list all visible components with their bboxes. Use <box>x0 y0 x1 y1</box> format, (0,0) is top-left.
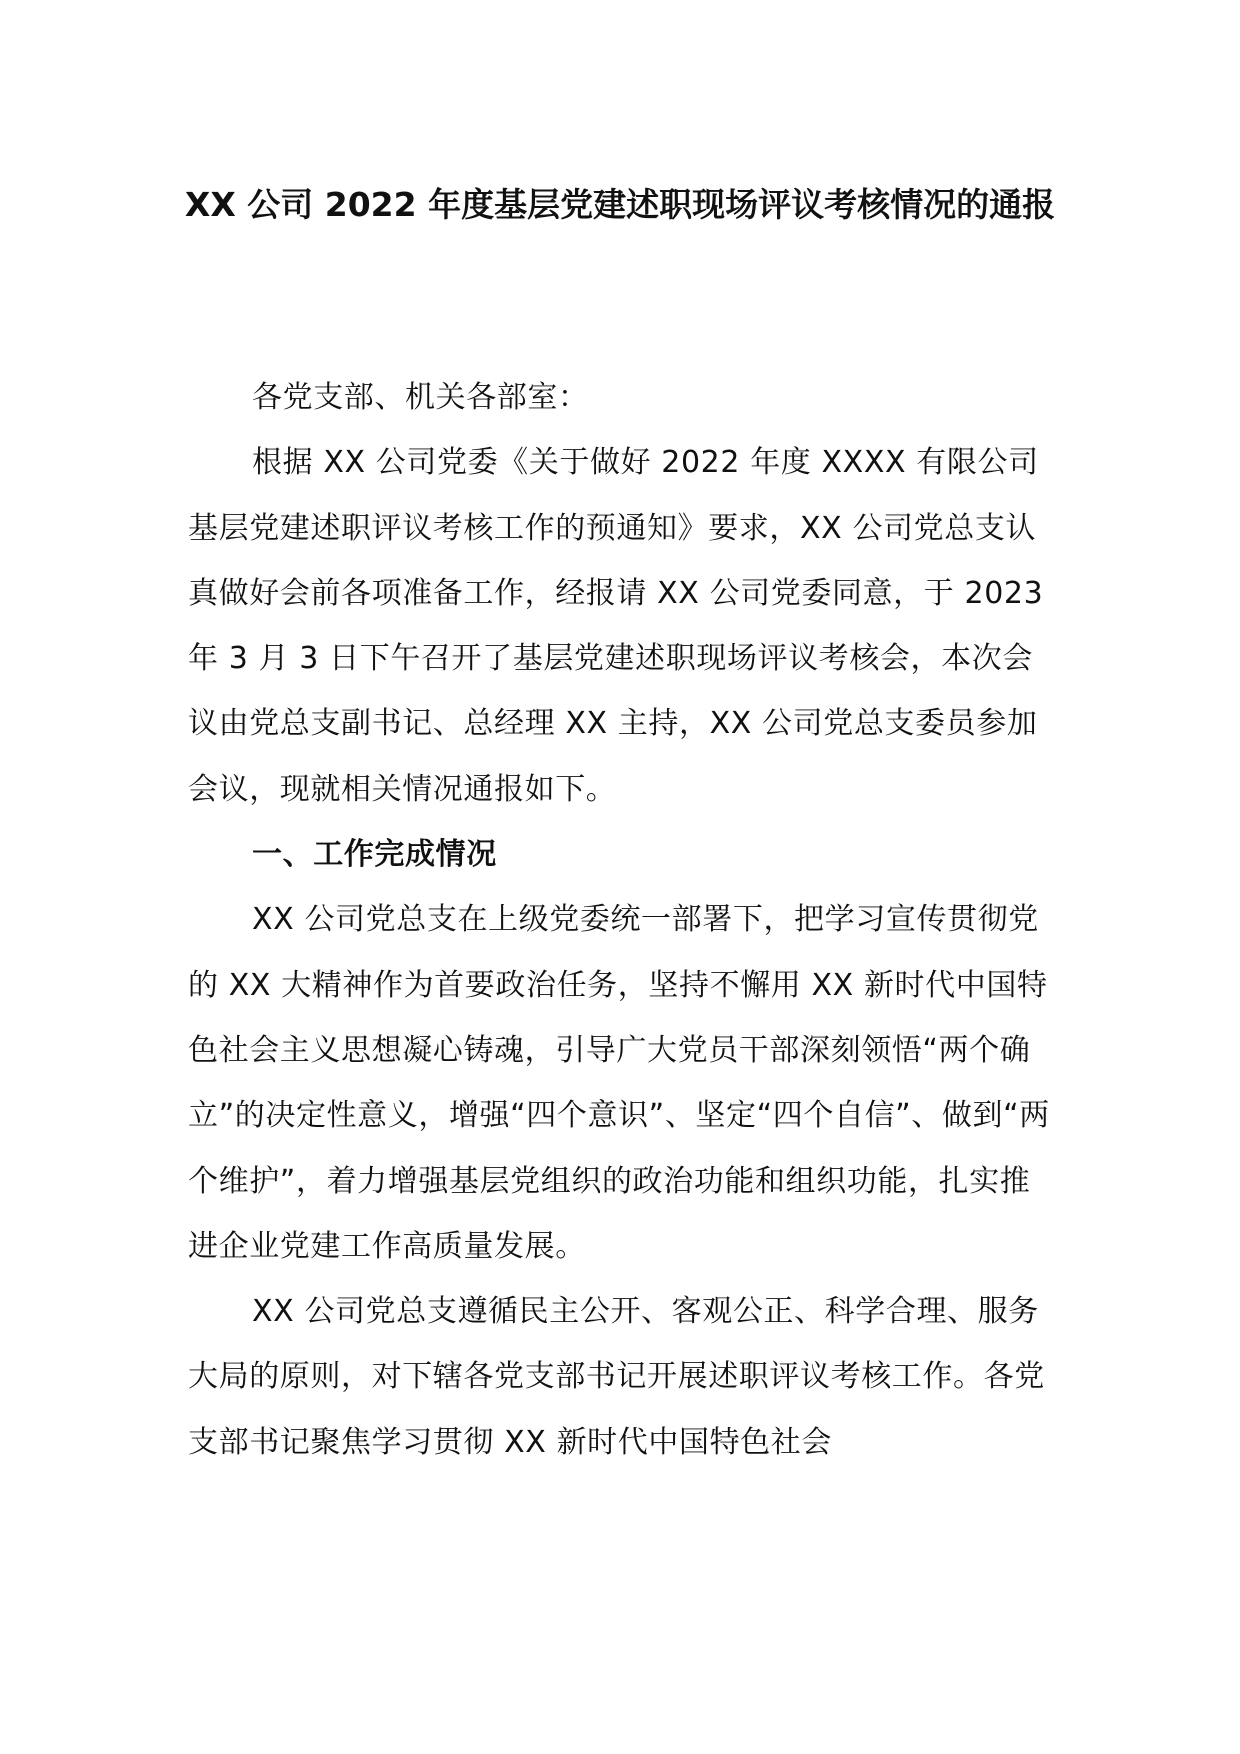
document-title: XX 公司 2022 年度基层党建述职现场评议考核情况的通报 <box>184 185 1056 224</box>
paragraph-evaluation-principles: XX 公司党总支遵循民主公开、客观公正、科学合理、服务大局的原则，对下辖各党支部书记开展述职评议考核工作。各党支部书记聚焦学习贯彻 XX 新时代中国特色社会 <box>188 1294 1045 1460</box>
paragraph-work-summary: XX 公司党总支在上级党委统一部署下，把学习宣传贯彻党的 XX 大精神作为首要政治任务，坚持不懈用 XX 新时代中国特色社会主义思想凝心铸魂，引导广大党员干部深刻领悟“两个确立”的决定性意义，增强“四个意识”、坚定“四个自信”、做到“两个维护”，着力增强基层党组织的政治功能和组织功能，扎实推进企业党建工作高质量发展。 <box>188 902 1050 1264</box>
paragraph-intro: 根据 XX 公司党委《关于做好 2022 年度 XXXX 有限公司基层党建述职评议考核工作的预通知》要求，XX 公司党总支认真做好会前各项准备工作，经报请 XX 公司党委同意，于 2023 年 3 月 3 日下午召开了基层党建述职现场评议考核会，本次会议由党总支副书记、总经理 XX 主持，XX 公司党总支委员参加会议，现就相关情况通报如下。 <box>188 445 1044 807</box>
salutation: 各党支部、机关各部室： <box>252 380 589 415</box>
document-body <box>188 365 1060 1475</box>
section-heading-work-completion: 一、工作完成情况 <box>252 837 497 873</box>
